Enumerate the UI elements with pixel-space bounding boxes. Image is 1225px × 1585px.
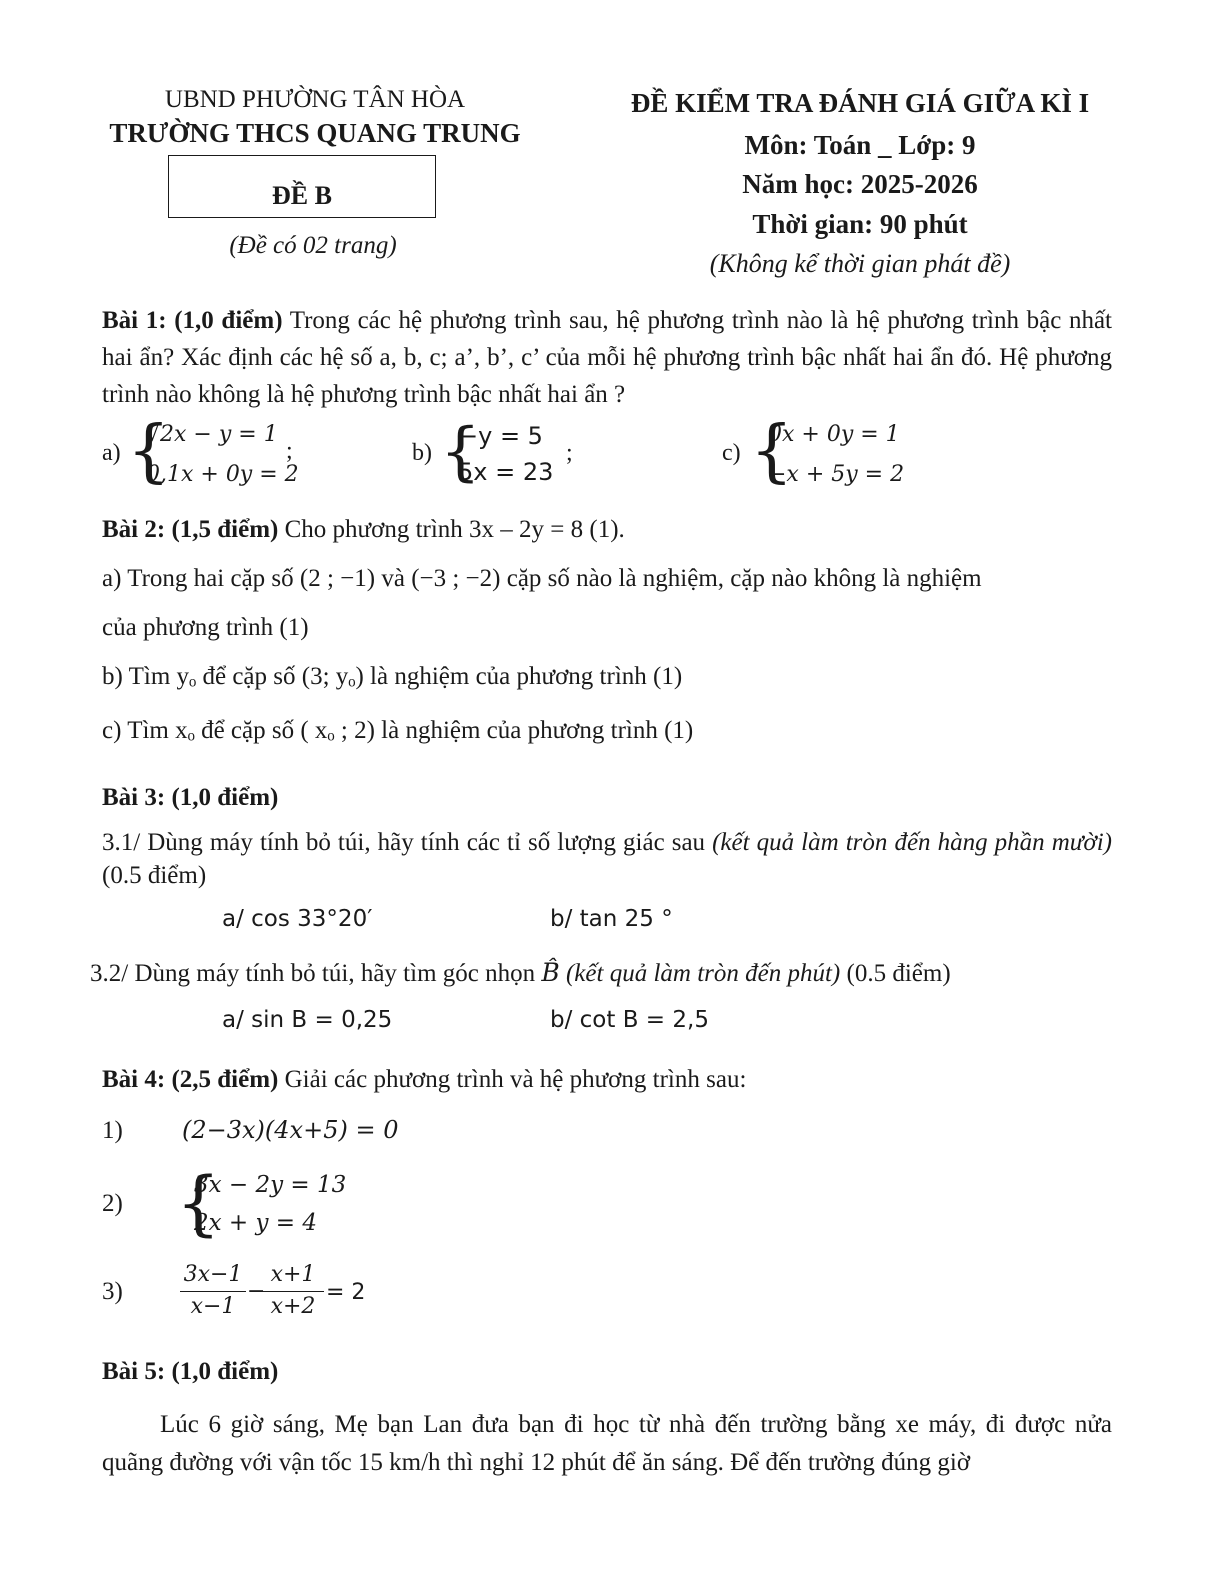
- bai1-c-eq2: −x + 5y = 2: [768, 462, 905, 487]
- bai4-q3-minus: −: [247, 1279, 266, 1304]
- bai3-p1-start: 3.1/ Dùng máy tính bỏ túi, hãy tính các tỉ số lượng giác sau: [102, 829, 713, 856]
- brace-icon: {: [440, 415, 481, 489]
- bai4-heading: [102, 1066, 746, 1094]
- bai1-c-label: c): [722, 440, 741, 466]
- bai1-b-eq2: 5x = 23: [458, 458, 554, 486]
- bai2-intro: Cho phương trình 3x – 2y = 8 (1).: [278, 516, 625, 543]
- bai3-p1-b: b/ tan 25 °: [550, 906, 673, 932]
- ubnd-name: UBND PHƯỜNG TÂN HÒA: [164, 86, 466, 113]
- bai1-paragraph: [102, 302, 1112, 413]
- pages-note: (Đề có 02 trang): [229, 232, 397, 259]
- exam-title: ĐỀ KIỂM TRA ĐÁNH GIÁ GIỮA KÌ I: [630, 88, 1090, 118]
- bai3-title: Bài 3: (1,0 điểm): [102, 784, 279, 811]
- bai1-text: Trong các hệ phương trình sau, hệ phương trình nào là hệ phương trình bậc nhất hai ẩn? Xác định các hệ số a, b, c; a’, b’, c’ của mỗi hệ phương trình bậc nhất hai ẩn đó. Hệ phương trình nào không là hệ phương trình bậc nhất hai ẩn ?: [102, 307, 1112, 408]
- bai3-p2-start: 3.2/ Dùng máy tính bỏ túi, hãy tìm góc nhọn: [90, 960, 542, 987]
- bai3-p2-angle: B̂: [541, 958, 560, 987]
- bai1-b-label: b): [412, 440, 432, 466]
- bai4-q3-den2: x+2: [270, 1294, 316, 1319]
- bai3-p2-b: b/ cot B = 2,5: [550, 1007, 709, 1033]
- exam-time: Thời gian: 90 phút: [752, 209, 968, 239]
- bai3-p1-a: a/ cos 33°20′: [222, 906, 373, 932]
- bai4-q2-label: 2): [102, 1190, 123, 1217]
- bai4-q3-label: 3): [102, 1278, 123, 1305]
- bai1-a-eq1: √2x − y = 1: [146, 422, 278, 447]
- bai4-q3-frac2: [262, 1262, 324, 1319]
- bai4-q3-num1: 3x−1: [183, 1262, 243, 1287]
- bai3-p2-a: a/ sin B = 0,25: [222, 1007, 393, 1033]
- bai1-c-eq1: 0x + 0y = 1: [768, 422, 900, 447]
- brace-icon: {: [750, 412, 794, 491]
- bai4-q3-rhs: = 2: [326, 1280, 366, 1305]
- bai4-q1-eq: (2−3x)(4x+5) = 0: [182, 1116, 399, 1144]
- bai4-q1-label: 1): [102, 1117, 123, 1144]
- bai1-b-sep: ;: [566, 440, 573, 466]
- bai1-title: Bài 1: (1,0 điểm): [102, 307, 283, 334]
- bai3-p1-italic: (kết quả làm tròn đến hàng phần mười): [712, 829, 1112, 856]
- bai4-title: Bài 4: (2,5 điểm): [102, 1066, 279, 1093]
- subject: Môn: Toán _ Lớp: 9: [744, 130, 976, 160]
- bai3-p1: [102, 826, 1112, 892]
- bai3-p2-end: (0.5 điểm): [840, 960, 951, 987]
- bai1-a-eq2: 0,1x + 0y = 2: [146, 462, 299, 487]
- bai4-intro: Giải các phương trình và hệ phương trình sau:: [278, 1066, 747, 1093]
- bai1-b-eq1: −y = 5: [458, 422, 543, 450]
- bai2-c: c) Tìm xₒ để cặp số ( xₒ ; 2) là nghiệm của phương trình (1): [102, 717, 694, 744]
- bai3-p1-end: (0.5 điểm): [102, 862, 207, 889]
- bai3-p2-italic: (kết quả làm tròn đến phút): [565, 960, 841, 987]
- bai3-p2: [90, 958, 951, 988]
- bai4-q3-den1: x−1: [190, 1294, 236, 1319]
- bai4-q3-frac1: [180, 1262, 246, 1319]
- bai2-b: b) Tìm yₒ để cặp số (3; yₒ) là nghiệm của phương trình (1): [102, 663, 683, 690]
- bai2-heading: [102, 516, 625, 544]
- bai2-a-line1: a) Trong hai cặp số (2 ; −1) và (−3 ; −2) cặp số nào là nghiệm, cặp nào không là nghiệm: [102, 565, 982, 592]
- bai1-a-label: a): [102, 440, 121, 466]
- bai2-a-line2: của phương trình (1): [102, 614, 309, 641]
- de-label: ĐỀ B: [272, 181, 332, 210]
- school-year: Năm học: 2025-2026: [742, 169, 978, 199]
- bai1-a-sep: ;: [286, 438, 293, 464]
- bai5-title: Bài 5: (1,0 điểm): [102, 1358, 279, 1385]
- time-note: (Không kể thời gian phát đề): [709, 249, 1011, 278]
- bai4-q2-eq1: 3x − 2y = 13: [194, 1172, 347, 1198]
- bai4-q2-eq2: 2x + y = 4: [194, 1210, 318, 1236]
- bai4-q3-num2: x+1: [270, 1262, 316, 1287]
- bai2-title: Bài 2: (1,5 điểm): [102, 516, 279, 543]
- school-name: TRƯỜNG THCS QUANG TRUNG: [109, 118, 521, 148]
- brace-icon: {: [127, 412, 171, 491]
- brace-icon: {: [176, 1162, 221, 1244]
- bai5-text: Lúc 6 giờ sáng, Mẹ bạn Lan đưa bạn đi học từ nhà đến trường bằng xe máy, đi được nửa quãng đường với vận tốc 15 km/h thì nghỉ 12 phút để ăn sáng. Để đến trường đúng giờ: [102, 1411, 1112, 1476]
